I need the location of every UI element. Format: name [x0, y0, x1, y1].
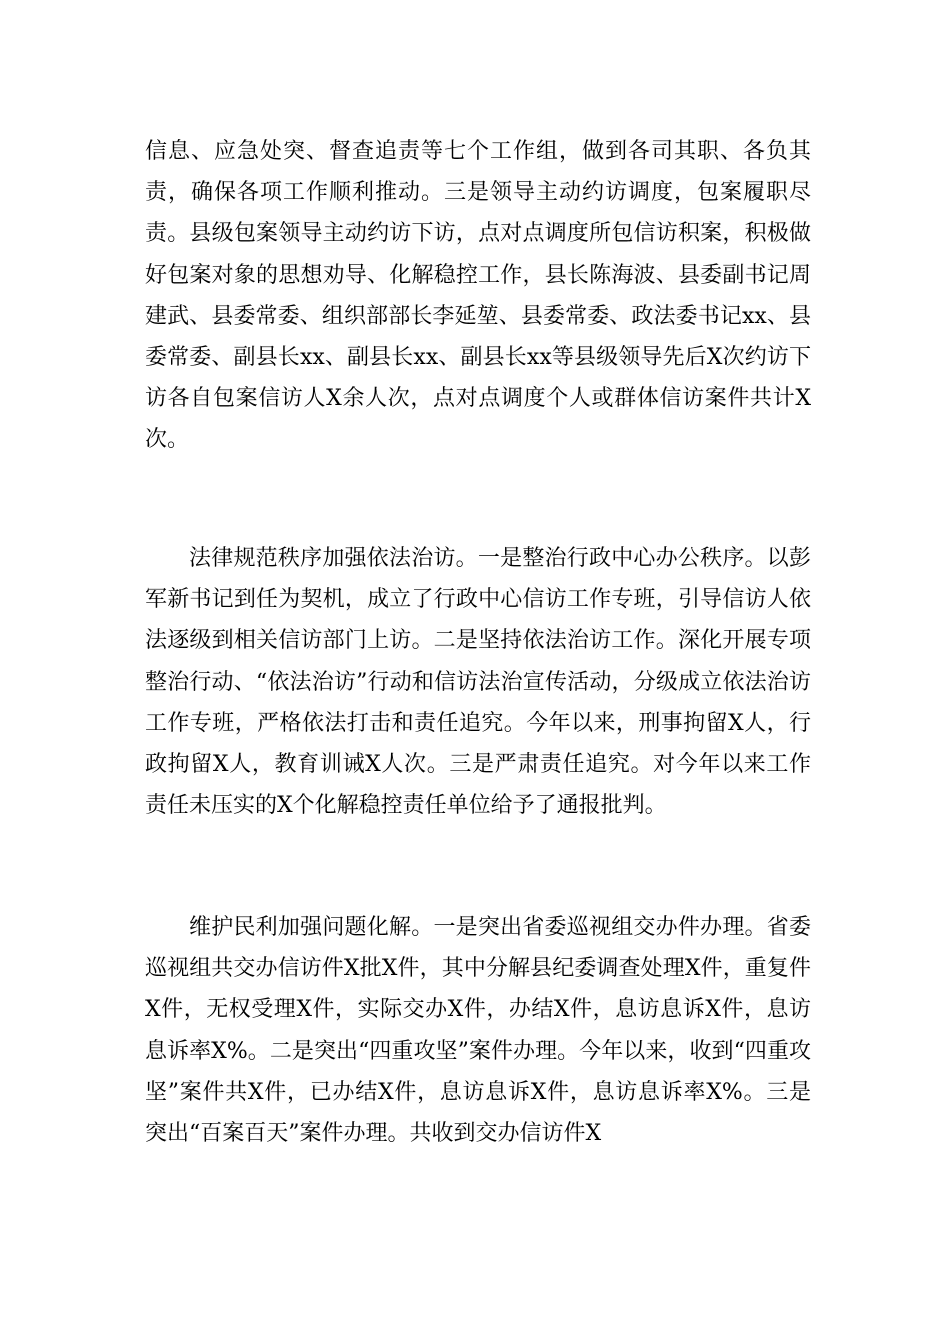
body-paragraph-1: 信息、应急处突、督查追责等七个工作组，做到各司其职、各负其责，确保各项工作顺利推动。三是领导主动约访调度，包案履职尽责。县级包案领导主动约访下访，点对点调度所包信访积案，积极做好包案对象的思想劝导、化解稳控工作，县长陈海波、县委副书记周建武、县委常委、组织部部长李延堃、县委常委、政法委书记xx、县委常委、副县长xx、副县长xx、副县长xx等县级领导先后X次约访下访各自包案信访人X余人次，点对点调度个人或群体信访案件共计X次。 — [145, 139, 811, 453]
body-paragraph-3: 维护民利加强问题化解。一是突出省委巡视组交办件办理。省委巡视组共交办信访件X批X件，其中分解县纪委调查处理X件，重复件X件，无权受理X件，实际交办X件，办结X件，息访息诉X件，息访息诉率X%。二是突出“四重攻坚”案件办理。今年以来，收到“四重攻坚”案件共X件，已办结X件，息访息诉X件，息访息诉率X%。三是突出“百案百天”案件办理。共收到交办信访件X — [145, 915, 811, 1147]
body-paragraph-2: 法律规范秩序加强依法治访。一是整治行政中心办公秩序。以彭军新书记到任为契机，成立了行政中心信访工作专班，引导信访人依法逐级到相关信访部门上访。二是坚持依法治访工作。深化开展专项整治行动、“依法治访”行动和信访法治宣传活动，分级成立依法治访工作专班，严格依法打击和责任追究。今年以来，刑事拘留X人，行政拘留X人，教育训诫X人次。三是严肃责任追究。对今年以来工作责任未压实的X个化解稳控责任单位给予了通报批判。 — [145, 546, 811, 819]
